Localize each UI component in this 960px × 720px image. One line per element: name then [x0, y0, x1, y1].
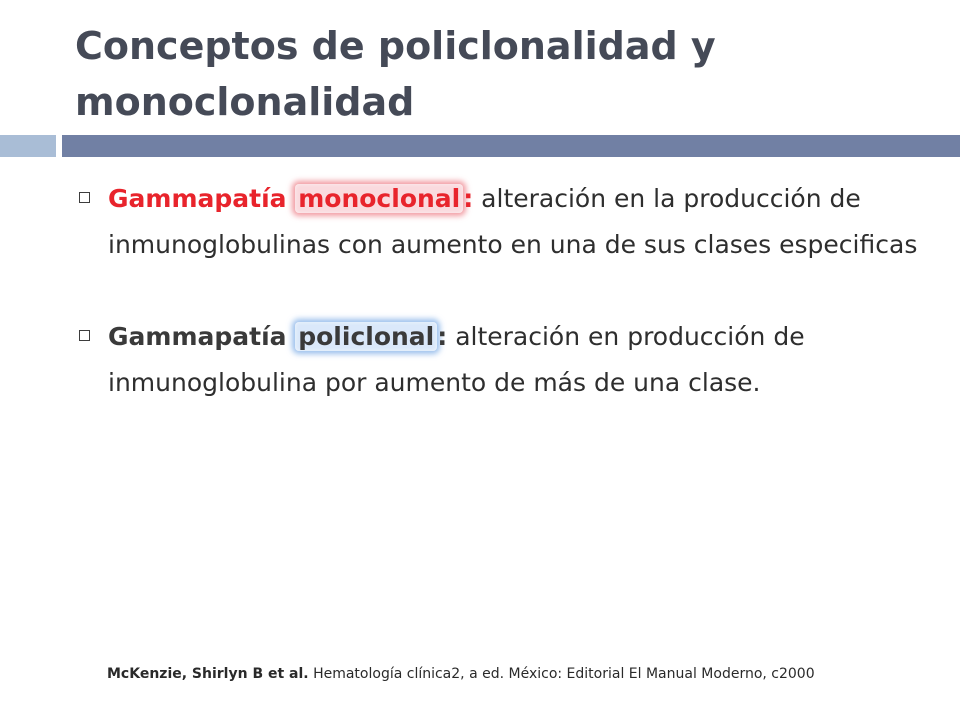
accent-bar-left: [0, 135, 56, 157]
bullet-term: Gammapatía: [108, 322, 296, 351]
slide-title: Conceptos de policlonalidad y monoclonalidad: [75, 24, 716, 124]
highlighted-term-monoclonal: monoclonal: [295, 184, 463, 213]
term-colon: :: [463, 184, 474, 213]
highlighted-term-policlonal: policlonal: [295, 322, 437, 351]
accent-bar-right: [62, 135, 960, 157]
citation: [107, 664, 947, 684]
bullet-list: [75, 176, 935, 406]
term-colon: :: [437, 322, 448, 351]
bullet-definition: alteración en producción de inmunoglobulina por aumento de más de una clase.: [108, 322, 805, 397]
bullet-item-policlonal: [75, 314, 935, 406]
citation-reference: Hematología clínica2, a ed. México: Editorial El Manual Moderno, c2000: [308, 666, 815, 682]
bullet-definition: alteración en la producción de inmunoglobulinas con aumento en una de sus clases especificas: [108, 184, 918, 259]
bullet-term: Gammapatía: [108, 184, 296, 213]
bullet-item-monoclonal: [75, 176, 935, 268]
square-bullet-icon: [79, 192, 90, 203]
square-bullet-icon: [79, 330, 90, 341]
citation-author: McKenzie, Shirlyn B et al.: [107, 666, 309, 682]
